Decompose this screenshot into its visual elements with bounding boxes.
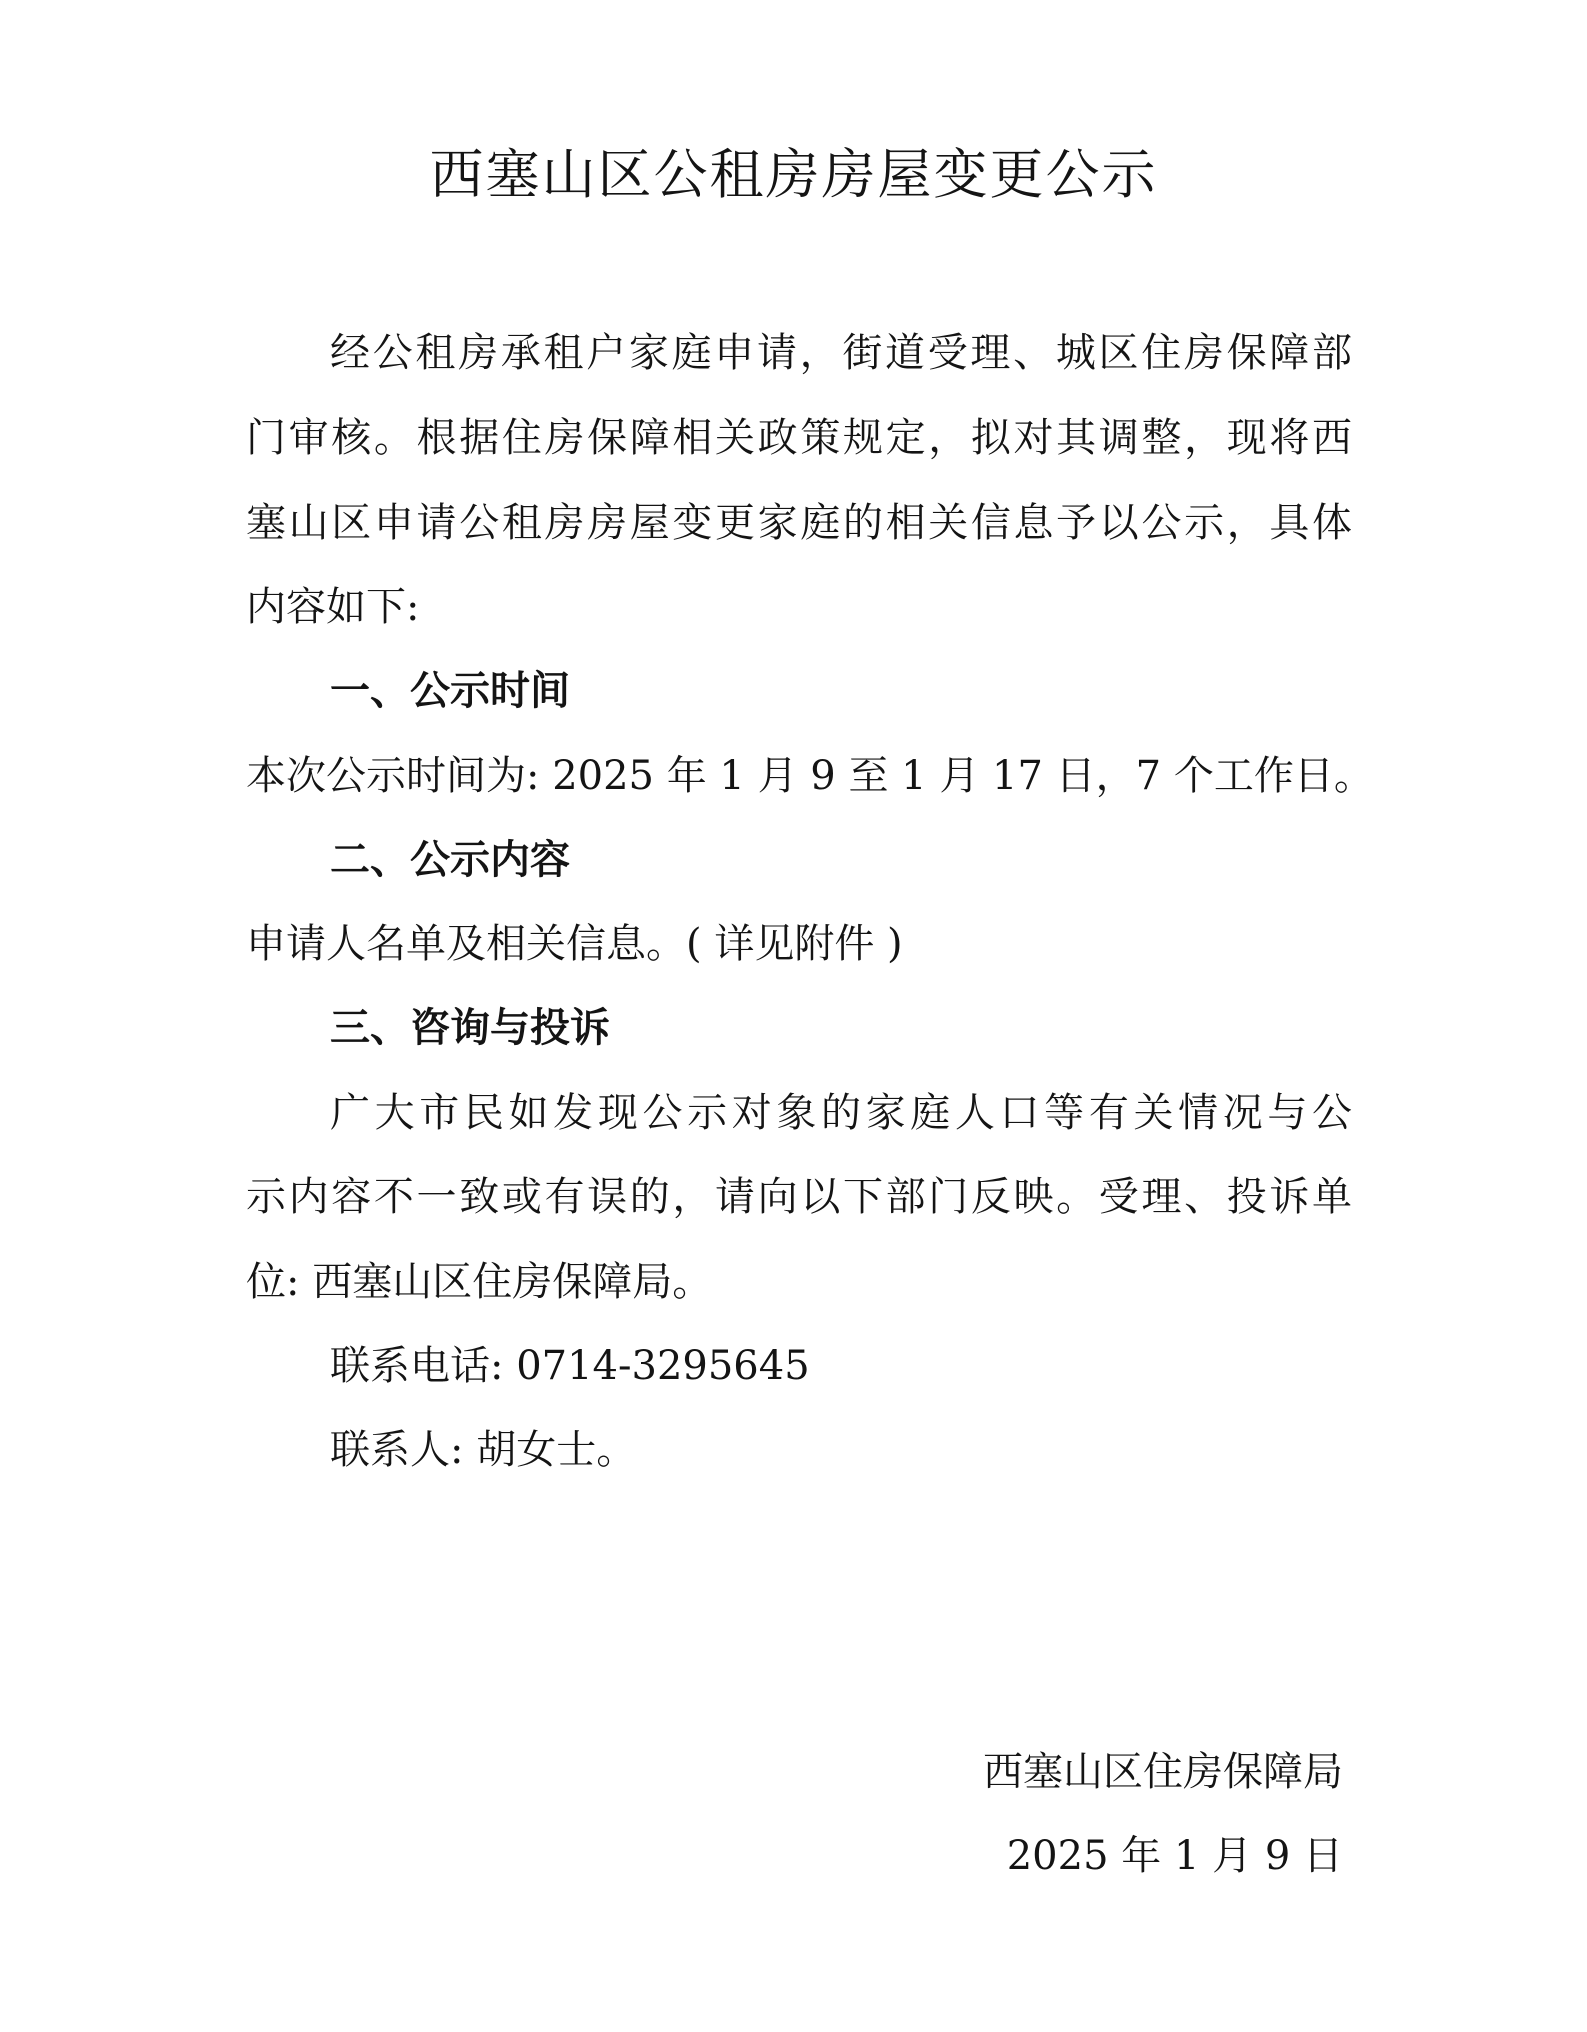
contact-phone: 联系电话: 0714-3295645: [330, 1343, 810, 1389]
intro-line-1: 经公租房承租户家庭申请，街道受理、城区住房保障部: [330, 330, 1352, 376]
signature-date: 2025 年 1 月 9 日: [1006, 1833, 1343, 1879]
complaint-line-2: 示内容不一致或有误的，请向以下部门反映。受理、投诉单: [246, 1174, 1352, 1220]
intro-line-4: 内容如下:: [246, 584, 420, 630]
section-body-time: 本次公示时间为: 2025 年 1 月 9 至 1 月 17 日，7 个工作日。: [246, 753, 1374, 799]
contact-person: 联系人: 胡女士。: [330, 1427, 637, 1473]
intro-line-2: 门审核。根据住房保障相关政策规定，拟对其调整，现将西: [246, 415, 1352, 461]
section-heading-content: 二、公示内容: [330, 836, 570, 883]
page-title: 西塞山区公租房房屋变更公示: [429, 143, 1158, 206]
section-heading-time: 一、公示时间: [330, 667, 570, 714]
complaint-line-3: 位: 西塞山区住房保障局。: [246, 1259, 713, 1305]
section-body-content: 申请人名单及相关信息。( 详见附件 ): [246, 921, 903, 967]
section-heading-complaint: 三、咨询与投诉: [330, 1004, 610, 1051]
signature-org: 西塞山区住房保障局: [983, 1749, 1343, 1795]
complaint-line-1: 广大市民如发现公示对象的家庭人口等有关情况与公: [330, 1090, 1352, 1136]
intro-line-3: 塞山区申请公租房房屋变更家庭的相关信息予以公示，具体: [246, 500, 1352, 546]
